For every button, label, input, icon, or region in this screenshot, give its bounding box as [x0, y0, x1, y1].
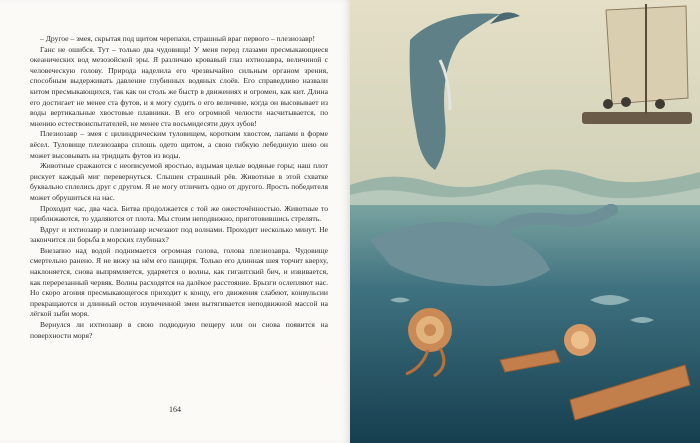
right-page [350, 0, 700, 443]
text-block [30, 34, 328, 341]
page-number: 164 [169, 405, 181, 414]
paragraph: Внезапно над водой поднимается огромная голова, голова плезиозавра. Чудовище смертельно ранено. Я не вижу на нём его панциря. Только его длинная шея торчит кверху, наклоняется, снова выпрямляется, ударяется о волны, как гигантский бич, и извивается, как перерезанный червяк. Волны расходятся на далёкое расстояние. Брызги ослепляют нас. Но скоро агония пресмыкающегося приходит к концу, его движения слабеют, конвульсии прекращаются и длинный остов изувеченной змеи вытягивается неподвижной массой на лёгкой зыби моря. [30, 245, 328, 319]
paragraph: Плезиозавр – змея с цилиндрическим туловищем, коротким хвостом, лапами в форме вёсел. Туловище плезиозавра сплошь одето щитом, а свою гибкую лебединую шею он может высовывать на тридцать футов из воды. [30, 129, 328, 160]
paragraph: Проходит час, два часа. Битва продолжается с той же ожесточённостью. Животные то приближаются, то удаляются от плота. Мы стоим неподвижно, приготовившись стрелять. [30, 203, 328, 224]
paragraph: Животные сражаются с неописуемой яростью, вздымая целые водяные горы; наш плот рискует каждый миг перевернуться. Слышен страшный рёв. Животные в этой схватке буквально сплелись друг с другом. Я не могу отличить одно от другого. Ярость победителя может обрушиться на нас. [30, 161, 328, 202]
paragraph: Ганс не ошибся. Тут – только два чудовища! У меня перед глазами пресмыкающиеся океанических вод мезозойской эры. Я различаю кровавый глаз ихтиозавра, величиной с человеческую голову. Природа наделила его чрезвычайно сильным органом зрения, способным выдерживать давление глубинных водяных слоёв. Его справедливо назвали китом пресмыкающихся, так как он столь же быстр в движениях и огромен, как кит. Длина его достигает не менее ста футов, и я могу судить о его величине, когда он высовывает из воды вертикальные хвостовые плавники. В его огромной челюсти насчитывается, по мнению естествоиспытателей, не менее ста восьмидесяти двух зубов! [30, 44, 328, 128]
paragraph: Вернулся ли ихтиозавр в свою подводную пещеру или он снова появится на поверхности моря? [30, 320, 328, 340]
paragraph: – Другое – змея, скрытая под щитом черепахи, страшный враг первого – плезиозавр! [40, 34, 316, 43]
illustration [350, 0, 700, 443]
paragraph: Вдруг и ихтиозавр и плезиозавр исчезают под волнами. Проходит несколько минут. Не закончится ли борьба в морских глубинах? [30, 224, 328, 245]
